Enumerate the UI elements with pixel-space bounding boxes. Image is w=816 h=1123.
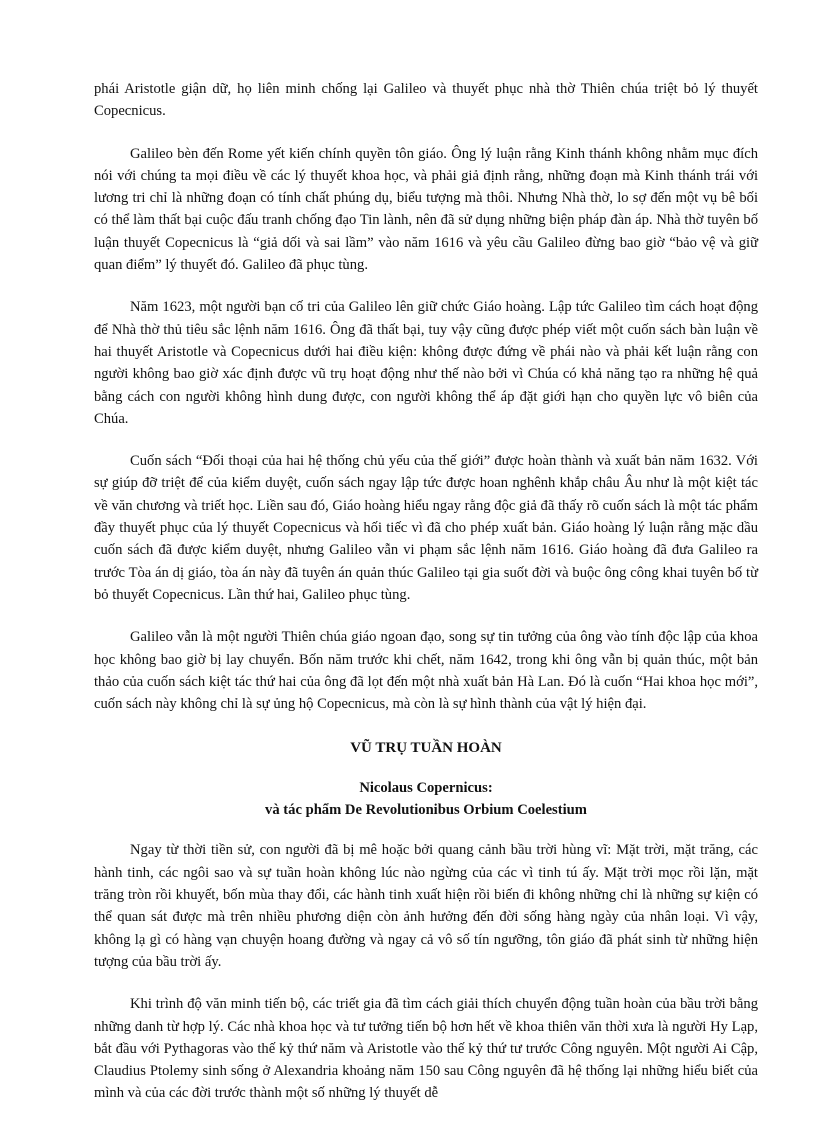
paragraph-3: Năm 1623, một người bạn cố tri của Galileo lên giữ chức Giáo hoàng. Lập tức Galileo tìm cách hoạt động để Nhà thờ thủ tiêu sắc lệnh năm 1616. Ông đã thất bại, tuy vậy cũng được phép viết một cuốn sách bàn luận về hai thuyết Aristotle và Copecnicus dưới hai điều kiện: không được đứng về phái nào và phải kết luận rằng con người không bao giờ xác định được vũ trụ hoạt động như thế nào bởi vì Chúa có khả năng tạo ra những hệ quả bằng cách con người không hình dung được, con người không thể áp đặt giới hạn cho quyền lực vô biên của Chúa. — [94, 299, 758, 427]
paragraph-1: phái Aristotle giận dữ, họ liên minh chống lại Galileo và thuyết phục nhà thờ Thiên chúa triệt bỏ lý thuyết Copecnicus. — [94, 81, 758, 120]
paragraph-2: Galileo bèn đến Rome yết kiến chính quyền tôn giáo. Ông lý luận rằng Kinh thánh không nhằm mục đích nói với chúng ta mọi điều về các lý thuyết khoa học, và phải giả định rằng, những đoạn mà Kinh thánh trái với lương tri chỉ là những đoạn có tính chất phúng dụ, biểu tượng mà thôi. Nhưng Nhà thờ, lo sợ đến một vụ bê bối có thể làm thất bại cuộc đấu tranh chống đạo Tin lành, nên đã sử dụng những biện pháp đàn áp. Nhà thờ tuyên bố luận thuyết Copecnicus là “giả dối và sai lầm” vào năm 1616 và yêu cầu Galileo đừng bao giờ “bảo vệ và giữ quan điểm” lý thuyết đó. Galileo đã phục tùng. — [94, 145, 758, 274]
subtitle-line-2: và tác phẩm De Revolutionibus Orbium Coelestium — [265, 802, 587, 819]
paragraph-4: Cuốn sách “Đối thoại của hai hệ thống chủ yếu của thế giới” được hoàn thành và xuất bản năm 1632. Với sự giúp đỡ triệt để của kiểm duyệt, cuốn sách ngay lập tức được hoan nghênh khắp châu Âu như là một kiệt tác về văn chương và triết học. Liền sau đó, Giáo hoàng hiểu ngay rằng độc giả đã thấy rõ cuốn sách là một tác phẩm đầy thuyết phục của lý thuyết Copecnicus và hối tiếc vì đã cho phép xuất bản. Giáo hoàng lý luận rằng mặc dầu cuốn sách đã được kiểm duyệt, nhưng Galileo vẫn vi phạm sắc lệnh năm 1616. Giáo hoàng đã đưa Galileo ra trước Tòa án dị giáo, tòa án này đã tuyên án quản thúc Galileo tại gia suốt đời và buộc ông công khai tuyên bố từ bỏ thuyết Copecnicus. Lần thứ hai, Galileo phục tùng. — [94, 453, 758, 603]
paragraph-5: Galileo vẫn là một người Thiên chúa giáo ngoan đạo, song sự tin tưởng của ông vào tính độc lập của khoa học không bao giờ bị lay chuyển. Bốn năm trước khi chết, năm 1642, trong khi ông vẫn bị quản thúc, một bản thảo của cuốn sách kiệt tác thứ hai của ông đã lọt đến một nhà xuất bản Hà Lan. Đó là cuốn “Hai khoa học mới”, cuốn sách này không chỉ là sự ủng hộ Copecnicus, mà còn là sự hình thành của vật lý hiện đại. — [94, 629, 758, 713]
paragraph-7: Khi trình độ văn minh tiến bộ, các triết gia đã tìm cách giải thích chuyển động tuần hoàn của bầu trời bằng những danh từ hợp lý. Các nhà khoa học và tư tưởng tiến bộ hơn hết về khoa thiên văn thời xưa là người Hy Lạp, bắt đầu với Pythagoras vào thế kỷ thứ năm và Aristotle vào thế kỷ thứ tư trước Công nguyên. Một người Ai Cập, Claudius Ptolemy sinh sống ở Alexandria khoảng năm 150 sau Công nguyên đã hệ thống lại những hiểu biết của mình và của các đời trước thành một số những lý thuyết dễ — [94, 996, 758, 1102]
paragraph-6: Ngay từ thời tiền sử, con người đã bị mê hoặc bởi quang cảnh bầu trời hùng vĩ: Mặt trời, mặt trăng, các hành tinh, các ngôi sao và sự tuần hoàn không lúc nào ngừng của các vì tinh tú ấy. Mặt trời mọc rồi lặn, mặt trăng tròn rồi khuyết, bốn mùa thay đổi, các hành tinh xuất hiện rồi biến đi không những chỉ là những sự kiện có thể quan sát được mà trên nhiều phương diện còn ảnh hưởng đến đời sống hàng ngày của nhân loại. Vì vậy, không lạ gì có hàng vạn chuyện hoang đường và ngay cả vô số tín ngưỡng, tôn giáo đã phát sinh từ những hiện tượng của bầu trời ấy. — [94, 842, 758, 970]
subtitle-line-1: Nicolaus Copernicus: — [359, 780, 493, 797]
section-title: VŨ TRỤ TUẦN HOÀN — [350, 740, 502, 757]
section-subtitle — [94, 777, 758, 821]
